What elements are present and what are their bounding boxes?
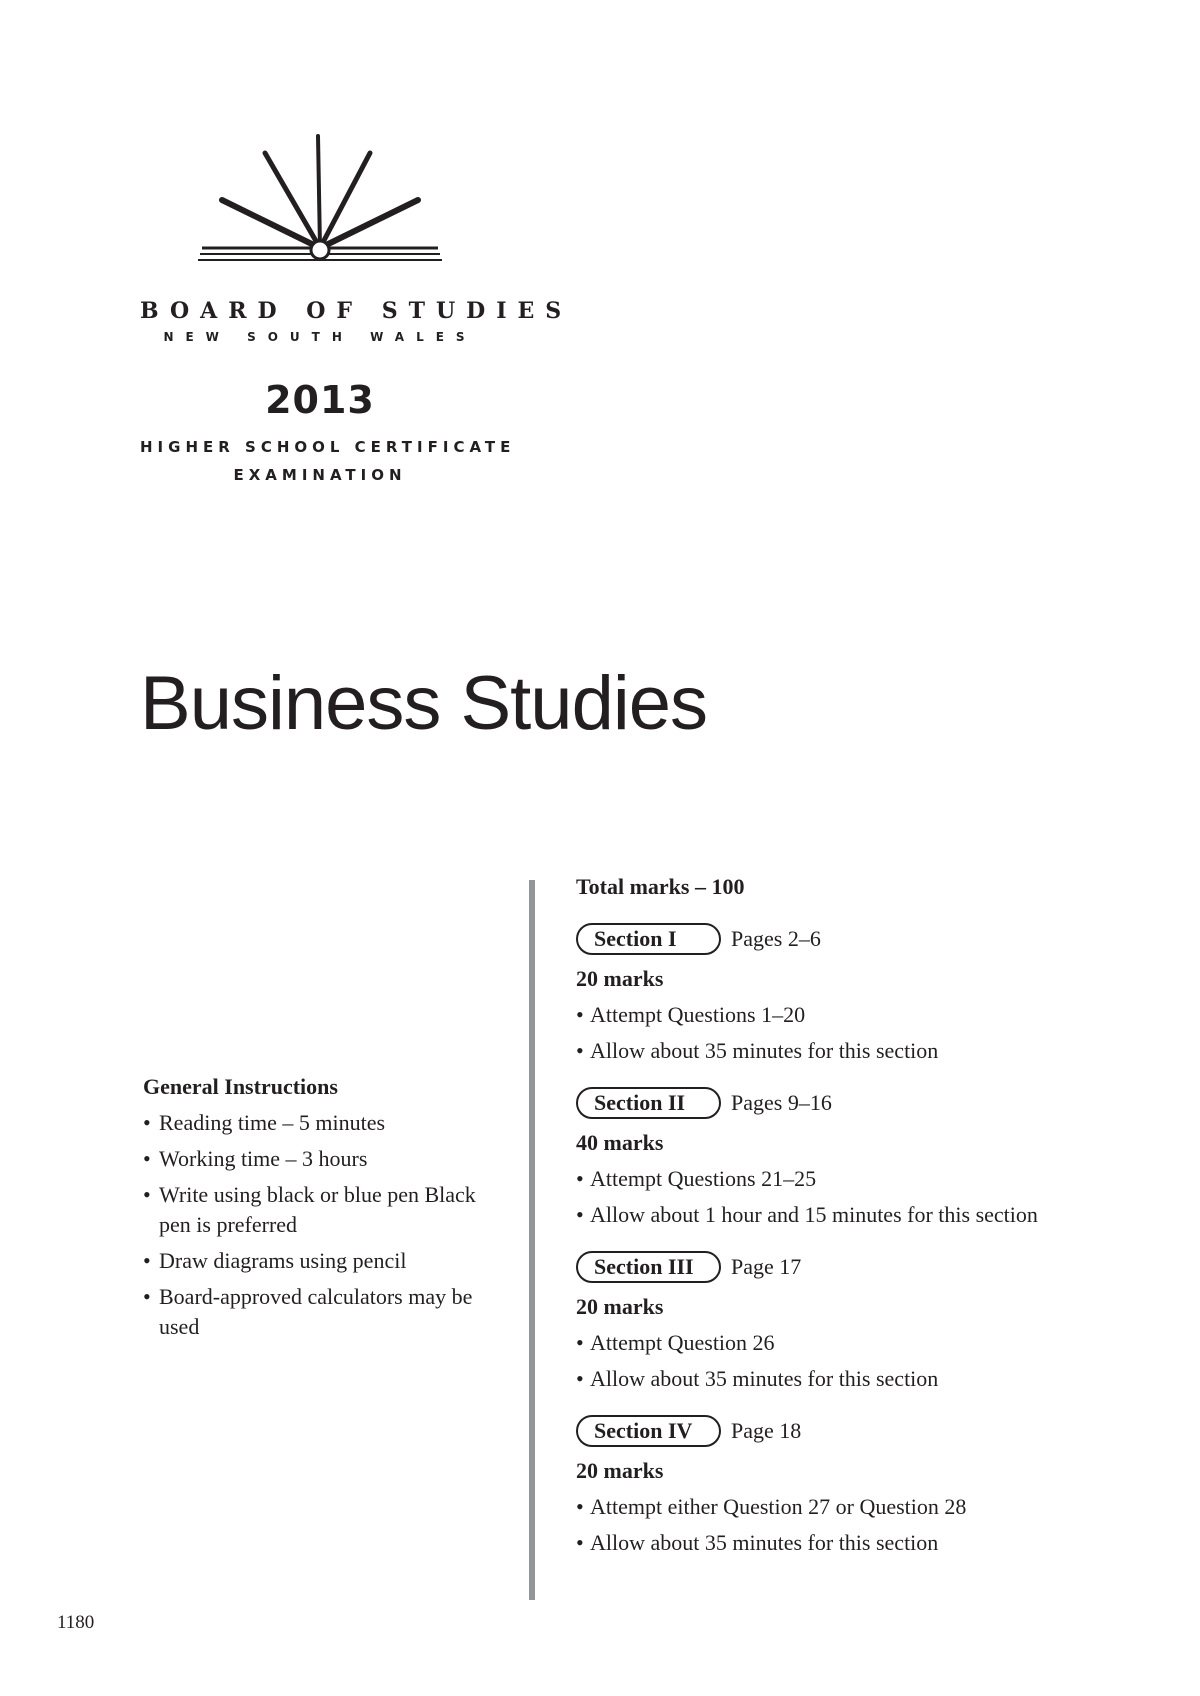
section-instruction: • Attempt either Question 27 or Question 28 <box>576 1492 1176 1522</box>
section-instruction: • Allow about 35 minutes for this section <box>576 1036 1176 1066</box>
subject-title: Business Studies <box>140 661 707 746</box>
total-marks: Total marks – 100 <box>576 874 745 899</box>
bullet-dot: • <box>143 1248 151 1273</box>
bullet-dot: • <box>576 1002 584 1027</box>
instruction-item: • Board-approved calculators may be used <box>143 1284 473 1339</box>
bullet-dot: • <box>576 1202 584 1227</box>
section-instruction: • Attempt Questions 21–25 <box>576 1164 1176 1194</box>
section-label: Section I <box>576 923 721 955</box>
section-label: Section III <box>576 1251 721 1283</box>
section-marks: 20 marks <box>576 1458 664 1483</box>
section-pages: Page 18 <box>731 1418 802 1443</box>
section-marks: 20 marks <box>576 966 664 991</box>
instruction-item: • Draw diagrams using pencil <box>143 1246 513 1276</box>
section-label: Section II <box>576 1087 721 1119</box>
section-marks: 40 marks <box>576 1130 664 1155</box>
bullet-dot: • <box>143 1110 151 1135</box>
section-block <box>576 1250 1176 1394</box>
exam-title-line-1: HIGHER SCHOOL CERTIFICATE <box>140 438 516 456</box>
bullet-dot: • <box>576 1494 584 1519</box>
instruction-item: • Write using black or blue pen Black pen is preferred <box>143 1182 476 1237</box>
board-region: NEW SOUTH WALES <box>163 330 477 344</box>
general-instructions-title: General Instructions <box>143 1074 338 1099</box>
section-instruction: • Allow about 1 hour and 15 minutes for this section <box>576 1200 1176 1230</box>
bullet-dot: • <box>143 1146 151 1171</box>
board-name: BOARD OF STUDIES <box>140 298 573 324</box>
bullet-dot: • <box>143 1182 151 1207</box>
bullet-dot: • <box>576 1530 584 1555</box>
instruction-item: • Working time – 3 hours <box>143 1144 513 1174</box>
sunburst-book-logo-icon <box>180 128 460 288</box>
section-block <box>576 922 1176 1066</box>
column-divider <box>529 880 535 1600</box>
section-instruction: • Attempt Questions 1–20 <box>576 1000 1176 1030</box>
section-instruction: • Attempt Question 26 <box>576 1328 1176 1358</box>
exam-title-line-2: EXAMINATION <box>233 466 407 484</box>
bullet-dot: • <box>143 1284 151 1309</box>
section-instruction: • Allow about 35 minutes for this section <box>576 1528 1176 1558</box>
section-pages: Page 17 <box>731 1254 802 1279</box>
section-marks: 20 marks <box>576 1294 664 1319</box>
section-label: Section IV <box>576 1415 721 1447</box>
exam-year: 2013 <box>265 378 375 422</box>
instruction-item: • Reading time – 5 minutes <box>143 1108 513 1138</box>
general-instructions <box>143 1072 513 1348</box>
bullet-dot: • <box>576 1038 584 1063</box>
board-of-studies-logo <box>140 128 573 358</box>
section-pages: Pages 9–16 <box>731 1090 832 1115</box>
section-instruction: • Allow about 35 minutes for this section <box>576 1364 1176 1394</box>
section-block <box>576 1414 1176 1558</box>
bullet-dot: • <box>576 1330 584 1355</box>
page-code: 1180 <box>57 1612 95 1633</box>
section-pages: Pages 2–6 <box>731 926 821 951</box>
bullet-dot: • <box>576 1366 584 1391</box>
section-block <box>576 1086 1176 1230</box>
bullet-dot: • <box>576 1166 584 1191</box>
exam-structure <box>576 872 1176 1578</box>
